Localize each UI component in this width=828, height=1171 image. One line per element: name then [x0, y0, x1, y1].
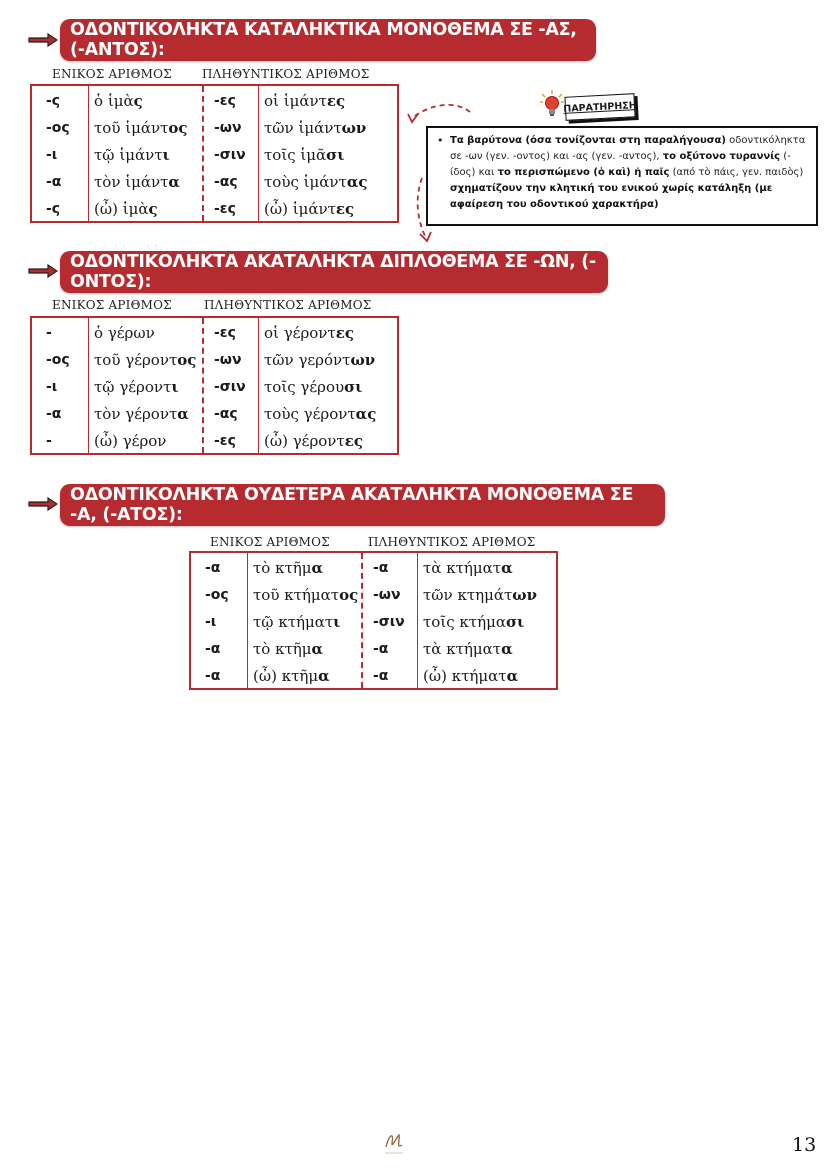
suffix: α [506, 667, 519, 685]
plural-form [264, 115, 366, 142]
suffix: ες [344, 432, 363, 450]
table-row [32, 169, 397, 196]
suffix: α [501, 559, 513, 577]
plural-ending: -ων [373, 587, 401, 603]
plural-form [264, 169, 368, 196]
suffix: ος [177, 351, 197, 369]
plural-form [264, 428, 363, 455]
suffix: ς [148, 200, 158, 218]
singular-header: ΕΝΙΚΟΣ ΑΡΙΘΜΟΣ [52, 67, 172, 81]
stem: ἱμᾶ [300, 146, 327, 164]
article: τὸ [253, 559, 271, 577]
stem: ἱμάντ [298, 119, 342, 137]
stem: γέροντ [303, 405, 356, 423]
article: τοὺς [264, 405, 299, 423]
table-row [191, 555, 556, 582]
suffix: ι [333, 613, 341, 631]
note-text: οδοντικόληκτα σε -ων (γεν. -οντος) και -ας (γεν. -αντος), [450, 135, 806, 162]
singular-ending: -α [205, 560, 221, 576]
article: (ὦ) [94, 432, 118, 450]
lightbulb-icon [540, 90, 564, 120]
singular-form [94, 88, 143, 115]
table-row [191, 636, 556, 663]
suffix: σι [344, 378, 363, 396]
table-row [32, 142, 397, 169]
arrow-right-icon [28, 264, 58, 278]
stem: κτημάτ [457, 586, 513, 604]
stem: κτήματ [446, 640, 502, 658]
suffix: ων [350, 351, 376, 369]
stem: κτήματ [278, 613, 334, 631]
stem: ἱμὰ [122, 200, 149, 218]
article: τὸν [94, 173, 121, 191]
suffix: α [501, 640, 513, 658]
table-row [32, 88, 397, 115]
suffix: ες [335, 200, 355, 218]
plural-header: ΠΛΗΘΥΝΤΙΚΟΣ ΑΡΙΘΜΟΣ [368, 535, 536, 549]
article: (ὦ) [423, 667, 447, 685]
plural-ending: -α [373, 560, 389, 576]
plural-form [264, 196, 354, 223]
article: ὁ [94, 92, 104, 110]
plural-ending: -α [373, 641, 389, 657]
plural-ending: -σιν [214, 147, 246, 163]
suffix: ος [339, 586, 359, 604]
singular-ending: -ι [46, 147, 58, 163]
article: (ὦ) [264, 200, 288, 218]
stem: κτῆμ [275, 640, 312, 658]
stem: γέροντ [292, 432, 345, 450]
singular-form [94, 320, 155, 347]
stem: κτήματ [451, 667, 507, 685]
article: τοῖς [264, 146, 296, 164]
suffix: α [168, 173, 180, 191]
signature-logo-icon [377, 1125, 411, 1159]
stem: κτήματ [284, 586, 340, 604]
plural-ending: -ες [214, 201, 236, 217]
note-label: ΠΑΡΑΤΗΡΗΣΗ [564, 93, 635, 121]
suffix: ος [168, 119, 188, 137]
note-box [426, 126, 818, 226]
singular-form [94, 142, 170, 169]
note-text: (από τὸ πάις, γεν. παιδὸς) [669, 167, 804, 178]
article: τοῖς [264, 378, 296, 396]
singular-form [253, 582, 358, 609]
suffix: σι [326, 146, 345, 164]
stem: γέροντ [283, 324, 336, 342]
declension-table [30, 84, 399, 223]
article: τῶν [264, 119, 294, 137]
article: οἱ [264, 324, 279, 342]
plural-form [264, 347, 375, 374]
singular-ending: -ος [46, 120, 70, 136]
table-row [32, 374, 397, 401]
article: τῷ [94, 378, 115, 396]
singular-ending: -α [205, 641, 221, 657]
suffix: α [311, 640, 324, 658]
singular-form [94, 401, 189, 428]
article: τὰ [423, 559, 442, 577]
plural-ending: -σιν [373, 614, 405, 630]
singular-ending: -α [205, 668, 221, 684]
table-row [32, 401, 397, 428]
article: (ὦ) [253, 667, 277, 685]
table-row [32, 347, 397, 374]
plural-form [264, 142, 345, 169]
suffix: ας [346, 173, 368, 191]
plural-header: ΠΛΗΘΥΝΤΙΚΟΣ ΑΡΙΘΜΟΣ [202, 67, 370, 81]
plural-form [423, 555, 513, 582]
article: τοὺς [264, 173, 299, 191]
stem: γέρον [122, 432, 167, 450]
page-number: 13 [792, 1134, 817, 1156]
plural-form [264, 88, 345, 115]
arrow-right-icon [28, 497, 58, 511]
plural-ending: -ων [214, 352, 242, 368]
singular-ending: -α [46, 406, 62, 422]
suffix: α [318, 667, 330, 685]
note-text: Τα βαρύτονα (όσα τονίζονται στη παραλήγουσα) [450, 135, 726, 146]
plural-form [423, 663, 518, 690]
plural-form [264, 401, 376, 428]
article: τῶν [423, 586, 453, 604]
plural-form [423, 609, 524, 636]
note-bullet: • [437, 134, 444, 147]
table-row [191, 609, 556, 636]
note-text: το περισπώμενο (ὁ καὶ) ἡ παῖς [497, 167, 670, 178]
singular-ending: - [46, 433, 52, 449]
arrow-right-icon [28, 33, 58, 47]
suffix: σι [505, 613, 525, 631]
suffix: ας [355, 405, 377, 423]
article: τὸ [253, 640, 271, 658]
singular-header: ΕΝΙΚΟΣ ΑΡΙΘΜΟΣ [210, 535, 330, 549]
plural-form [264, 320, 354, 347]
stem: κτήματ [446, 559, 502, 577]
table-row [32, 115, 397, 142]
article: τῶν [264, 351, 294, 369]
article: τοῦ [94, 119, 121, 137]
article: τοῖς [423, 613, 455, 631]
stem: ἱμάντ [125, 173, 169, 191]
singular-ending: -ος [205, 587, 229, 603]
table-row [32, 428, 397, 455]
singular-ending: -ι [205, 614, 217, 630]
article: τὸν [94, 405, 121, 423]
article: τοῦ [94, 351, 121, 369]
article: (ὦ) [264, 432, 288, 450]
suffix: ες [326, 92, 346, 110]
suffix: ι [171, 378, 179, 396]
plural-ending: -ων [214, 120, 242, 136]
stem: ἱμάντ [303, 173, 347, 191]
singular-form [253, 609, 340, 636]
singular-form [94, 196, 158, 223]
stem: γέρου [300, 378, 345, 396]
article: οἱ [264, 92, 279, 110]
stem: κτῆμ [275, 559, 312, 577]
article: τῷ [94, 146, 115, 164]
stem: γέρων [107, 324, 155, 342]
singular-ending: -ι [46, 379, 58, 395]
note-text: (-ίδος) και [450, 151, 791, 178]
singular-form [94, 428, 166, 455]
singular-form [253, 663, 330, 690]
plural-ending: -ες [214, 433, 236, 449]
singular-ending: -ος [46, 352, 70, 368]
suffix: ι [162, 146, 170, 164]
table-row [191, 663, 556, 690]
singular-ending: - [46, 325, 52, 341]
singular-form [94, 169, 180, 196]
singular-form [94, 347, 196, 374]
plural-ending: -α [373, 668, 389, 684]
plural-form [423, 582, 537, 609]
singular-form [94, 115, 188, 142]
declension-table [189, 551, 558, 690]
stem: γέροντ [125, 405, 178, 423]
plural-ending: -ες [214, 93, 236, 109]
stem: ἱμὰ [107, 92, 134, 110]
stem: γερόντ [298, 351, 351, 369]
table-row [32, 320, 397, 347]
singular-form [253, 555, 323, 582]
stem: ἱμάντ [283, 92, 327, 110]
suffix: ων [512, 586, 537, 604]
section-title: ΟΔΟΝΤΙΚΟΛΗΚΤΑ ΚΑΤΑΛΗΚΤΙΚΑ ΜΟΝΟΘΕΜΑ ΣΕ -ΑΣ, (-ΑΝΤΟΣ): [60, 19, 596, 61]
plural-header: ΠΛΗΘΥΝΤΙΚΟΣ ΑΡΙΘΜΟΣ [204, 298, 372, 312]
stem: γέροντ [125, 351, 178, 369]
singular-form [253, 636, 323, 663]
table-row [191, 582, 556, 609]
declension-table [30, 316, 399, 455]
plural-ending: -ες [214, 325, 236, 341]
singular-ending: -ς [46, 201, 61, 217]
stem: κτήμα [459, 613, 506, 631]
stem: ἱμάντ [119, 146, 163, 164]
stem: ἱμάντ [292, 200, 336, 218]
suffix: ς [133, 92, 143, 110]
suffix: ων [341, 119, 367, 137]
suffix: α [311, 559, 324, 577]
note-text: σχηματίζουν την κλητική του ενικού χωρίς κατάληξη (με αφαίρεση του οδοντικού χαρακτήρα) [450, 183, 773, 210]
plural-ending: -ας [214, 406, 238, 422]
singular-ending: -α [46, 174, 62, 190]
stem: κτῆμ [281, 667, 319, 685]
plural-ending: -ας [214, 174, 238, 190]
article: τὰ [423, 640, 442, 658]
suffix: α [177, 405, 189, 423]
plural-form [423, 636, 513, 663]
section-title: ΟΔΟΝΤΙΚΟΛΗΚΤΑ ΑΚΑΤΑΛΗΚΤΑ ΔΙΠΛΟΘΕΜΑ ΣΕ -ΩΝ, (-ΟΝΤΟΣ): [60, 251, 608, 293]
article: ὁ [94, 324, 104, 342]
plural-ending: -σιν [214, 379, 246, 395]
stem: ἱμάντ [125, 119, 169, 137]
article: (ὦ) [94, 200, 118, 218]
singular-header: ΕΝΙΚΟΣ ΑΡΙΘΜΟΣ [52, 298, 172, 312]
singular-ending: -ς [46, 93, 61, 109]
note-text: το οξύτονο τυραννίς [662, 151, 781, 162]
section-title: ΟΔΟΝΤΙΚΟΛΗΚΤΑ ΟΥΔΕΤΕΡΑ ΑΚΑΤΑΛΗΚΤΑ ΜΟΝΟΘΕΜΑ ΣΕ -Α, (-ΑΤΟΣ): [60, 484, 665, 526]
stem: γέροντ [119, 378, 172, 396]
singular-form [94, 374, 179, 401]
plural-form [264, 374, 362, 401]
suffix: ες [335, 324, 354, 342]
table-row [32, 196, 397, 223]
article: τῷ [253, 613, 274, 631]
article: τοῦ [253, 586, 280, 604]
